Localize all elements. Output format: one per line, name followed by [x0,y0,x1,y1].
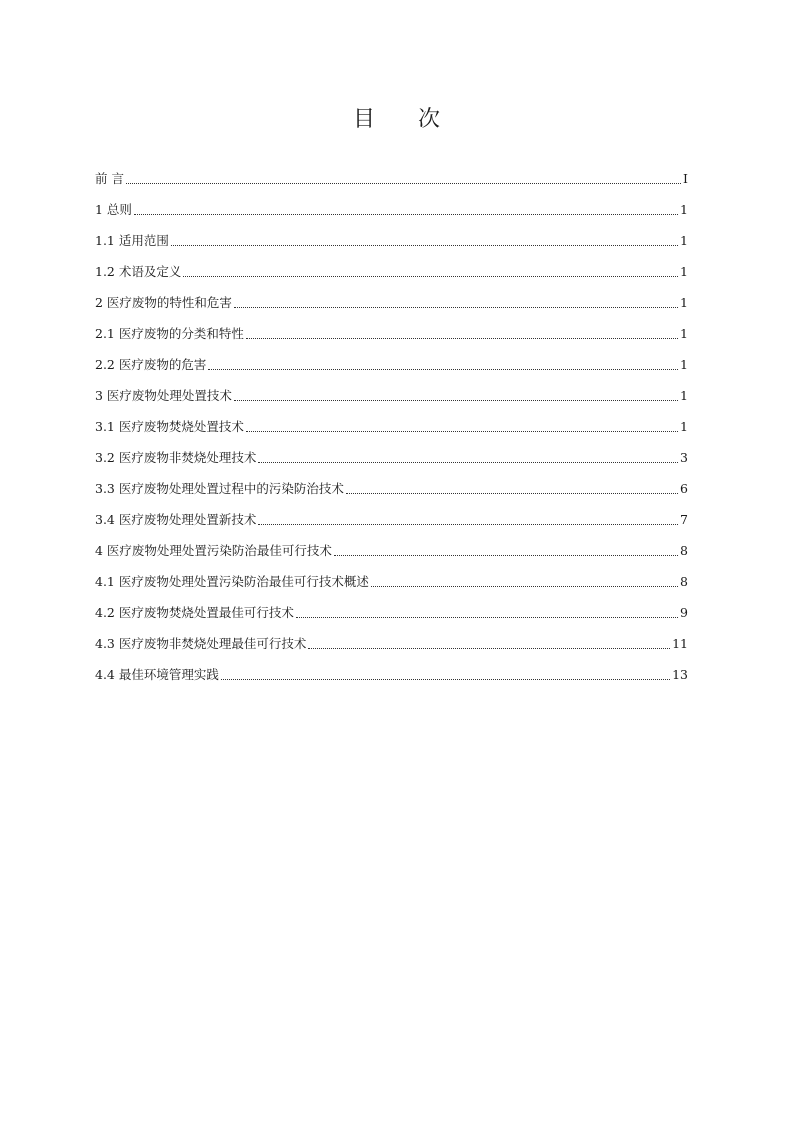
dot-leader [221,678,670,680]
dot-leader [208,368,678,370]
toc-entry-label: 4.3 医疗废物非焚烧处理最佳可行技术 [95,636,307,651]
toc-entry-label: 2.2 医疗废物的危害 [95,357,207,372]
toc-entry-label: 4.1 医疗废物处理处置污染防治最佳可行技术概述 [95,574,369,589]
table-of-contents [95,158,688,685]
toc-entry-label: 4.2 医疗废物焚烧处置最佳可行技术 [95,605,294,620]
toc-title: 目 次 [353,107,458,132]
dot-leader [234,399,678,401]
dot-leader [171,244,678,246]
toc-entry-page: 11 [672,636,688,651]
toc-entry-3-1[interactable] [95,406,688,437]
dot-leader [246,430,678,432]
toc-entry-page: 1 [680,233,688,248]
toc-entry-label: 3.2 医疗废物非焚烧处理技术 [95,450,257,465]
toc-entry-3-2[interactable] [95,437,688,468]
toc-entry-label: 4 医疗废物处理处置污染防治最佳可行技术 [95,543,332,558]
toc-entry-label: 4.4 最佳环境管理实践 [95,667,219,682]
dot-leader [126,182,681,184]
toc-entry-4-4[interactable] [95,654,688,685]
dot-leader [346,492,678,494]
toc-entry-page: 1 [680,295,688,310]
toc-entry-2[interactable] [95,282,688,313]
toc-entry-4-3[interactable] [95,623,688,654]
toc-entry-page: 9 [680,605,688,620]
toc-entry-page: 1 [680,388,688,403]
dot-leader [183,275,678,277]
toc-entry-label: 1 总则 [95,202,132,217]
toc-entry-3[interactable] [95,375,688,406]
toc-entry-label: 3.1 医疗废物焚烧处置技术 [95,419,244,434]
toc-entry-4[interactable] [95,530,688,561]
dot-leader [371,585,678,587]
toc-entry-1-2[interactable] [95,251,688,282]
toc-entry-2-2[interactable] [95,344,688,375]
toc-entry-label: 前 言 [95,171,124,186]
toc-entry-label: 1.1 适用范围 [95,233,169,248]
toc-entry-4-2[interactable] [95,592,688,623]
toc-entry-page: 3 [680,450,688,465]
toc-entry-page: 1 [680,326,688,341]
toc-entry-page: 8 [680,543,688,558]
dot-leader [258,523,678,525]
dot-leader [246,337,678,339]
toc-entry-label: 3.3 医疗废物处理处置过程中的污染防治技术 [95,481,344,496]
toc-entry-page: 7 [680,512,688,527]
dot-leader [234,306,678,308]
toc-entry-page: 1 [680,202,688,217]
toc-entry-label: 2 医疗废物的特性和危害 [95,295,232,310]
dot-leader [308,647,670,649]
toc-entry-2-1[interactable] [95,313,688,344]
toc-entry-page: 13 [672,667,688,682]
toc-entry-1-1[interactable] [95,220,688,251]
toc-entry-4-1[interactable] [95,561,688,592]
toc-entry-3-3[interactable] [95,468,688,499]
toc-entry-label: 3 医疗废物处理处置技术 [95,388,232,403]
dot-leader [334,554,678,556]
dot-leader [134,213,678,215]
toc-entry-page: 1 [680,264,688,279]
toc-entry-page: 1 [680,357,688,372]
toc-entry-1[interactable] [95,189,688,220]
dot-leader [258,461,678,463]
toc-entry-page: 8 [680,574,688,589]
toc-entry-preface[interactable] [95,158,688,189]
toc-entry-label: 1.2 术语及定义 [95,264,182,279]
toc-entry-3-4[interactable] [95,499,688,530]
toc-entry-label: 2.1 医疗废物的分类和特性 [95,326,244,341]
toc-entry-page: 1 [680,419,688,434]
toc-entry-page: 6 [680,481,688,496]
toc-entry-label: 3.4 医疗废物处理处置新技术 [95,512,257,527]
dot-leader [296,616,678,618]
toc-entry-page: I [683,171,688,186]
